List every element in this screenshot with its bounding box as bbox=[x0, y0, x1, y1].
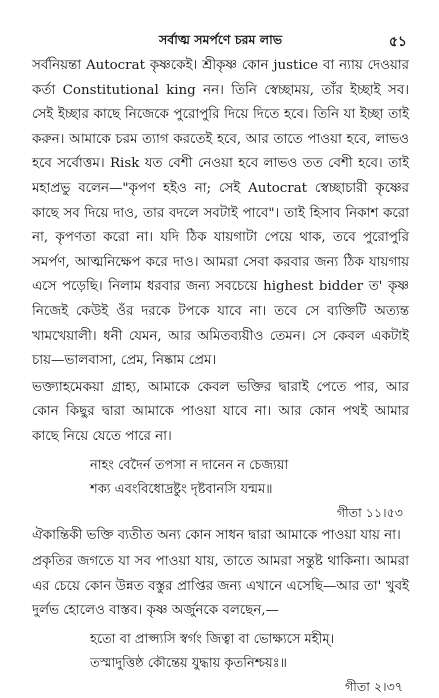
paragraph-bhakti: ভক্ত্যাহমেকয়া গ্রাহ্য, আমাকে কেবল ভক্তির দ্বারাই পেতে পার, আর কোন কিছুর দ্বারা আমাকে পাওয়া যাবে না। আর কোন পথই আমার কাছে নিয়ে যেতে পারে না। bbox=[32, 379, 409, 444]
verse-line: তস্মাদুত্তিষ্ঠ কৌন্তেয় যুদ্ধায় কৃতনিশ্চয়ঃ॥ bbox=[90, 655, 287, 671]
verse-line: নাহং বেদৈর্ন তপসা ন দানেন ন চেজ্যয়া bbox=[90, 457, 289, 473]
verse-line: শক্য এবংবিধোদ্রষ্টুং দৃষ্টবানসি যন্মম॥ bbox=[90, 481, 273, 497]
page-number: ৫১ bbox=[388, 34, 407, 50]
page-header bbox=[32, 26, 409, 54]
paragraph-aikantiki: ঐকান্তিকী ভক্তি ব্যতীত অন্য কোন সাধন দ্বারা আমাকে পাওয়া যায় না। bbox=[32, 527, 401, 543]
verse-block bbox=[90, 628, 409, 676]
verse-block bbox=[90, 454, 409, 502]
verse-source: গীতা ১১।৫৩ bbox=[336, 504, 403, 520]
verse-line: হতো বা প্রাপ্স্যসি স্বর্গং জিত্বা বা ভোক্ষ্যসে মহীম্। bbox=[90, 631, 335, 647]
running-title: সর্বাত্ম সমর্পণে চরম লাভ bbox=[158, 32, 283, 47]
verse-source: গীতা ২।৩৭ bbox=[344, 678, 403, 694]
paragraph-prakriti: প্রকৃতির জগতে যা সব পাওয়া যায়, তাতে আমরা সন্তুষ্ট থাকিনা। আমরা এর চেয়ে কোন উন্নত বস্তুর প্রাপ্তির জন্য এখানে এসেছি—আর তা' খুবই দুর্লভ হোলেও বাস্তব। কৃষ্ণ অর্জুনকে বলছেন,— bbox=[32, 554, 409, 619]
paragraph-autocrat: সর্বনিয়ন্তা Autocrat কৃষ্ণকেই। শ্রীকৃষ্ণ কোন justice বা ন্যায় দেওয়ার কর্তা Constitutional king নন। তিনি স্বেচ্ছাময়, তাঁর ইচ্ছাই সব। সেই ইচ্ছার কাছে নিজেকে পুরোপুরি দিয়ে দিতে হবে। তিনি যা ইচ্ছা তাই করুন। আমাকে চরম ত্যাগ করতেই হবে, আর তাতে পাওয়া হবে, লাভও হবে সর্বোত্তম। Risk যত বেশী নেওয়া হবে লাভও তত বেশী হবে। তাই মহাপ্রভু বলেন—"কৃপণ হইও না; সেই Autocrat স্বেচ্ছাচারী কৃষ্ণের কাছে সব দিয়ে দাও, তার বদলে সবটাই পাবে"। তাই হিসাব নিকাশ করো না, কৃপণতা করো না। যদি ঠিক যায়গাটা পেয়ে থাক, তবে পুরোপুরি সমর্পণ, আত্মনিক্ষেপ করে দাও। আমরা সেবা করবার জন্য ঠিক যায়গায় এসে পড়েছি। নিলাম ধরবার জন্য সবচেয়ে highest bidder ত' কৃষ্ণ নিজেই কেউই ওঁর দরকে টপকে যাবে না। তবে সে ব্যক্তিটি অত্যন্ত খামখেয়ালী। ধনী যেমন, আর অমিতব্যয়ীও তেমন। সে কেবল একটাই চায়—ভালবাসা, প্রেম, নিষ্কাম প্রেম। bbox=[32, 58, 409, 369]
